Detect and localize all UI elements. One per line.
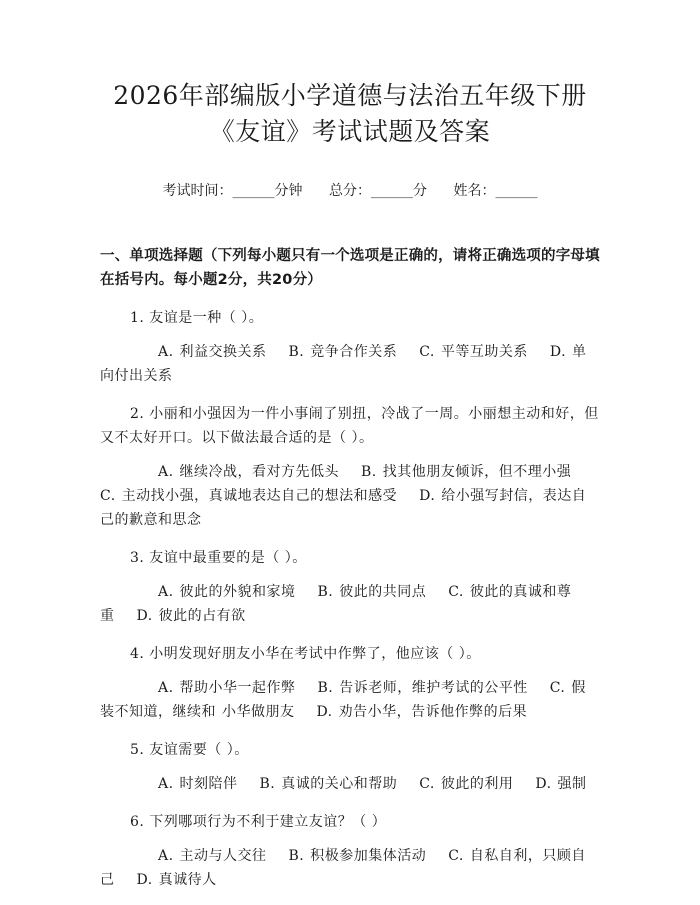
question-stem: 2. 小丽和小强因为一件小事闹了别扭，冷战了一周。小丽想主动和好，但又不太好开口。以下做法最合适的是（ ）。 xyxy=(100,406,599,446)
option-d: D. 劝告小华，告诉他作弊的后果 xyxy=(316,704,528,720)
option-a: A. 主动与人交往 xyxy=(158,848,267,864)
question-item xyxy=(100,306,600,388)
question-item xyxy=(100,402,600,532)
option-c: C. 主动找小强，真诚地表达自己的想法和感受 xyxy=(100,488,398,504)
section-heading: 一、单项选择题（下列每小题只有一个选项是正确的，请将正确选项的字母填在括号内。每小题2分，共20分） xyxy=(100,248,600,288)
option-d: D. 彼此的占有欲 xyxy=(136,608,246,624)
option-a: A. 帮助小华一起作弊 xyxy=(158,680,296,696)
option-a: A. 利益交换关系 xyxy=(158,344,267,360)
option-d: D. 真诚待人 xyxy=(136,872,217,888)
option-c: C. 自私自利，只顾自己 xyxy=(100,848,586,888)
option-c: C. 平等互助关系 xyxy=(419,344,528,360)
exam-meta xyxy=(100,180,600,200)
option-b: B. 彼此的共同点 xyxy=(317,584,427,600)
option-c: C. 彼此的真诚和尊重 xyxy=(100,584,572,624)
question-options xyxy=(100,460,600,532)
question-item xyxy=(100,546,600,628)
total-score: 总分：______分 xyxy=(329,183,427,199)
exam-time: 考试时间：______分钟 xyxy=(162,183,303,199)
page-title-line1: 2026年部编版小学道德与法治五年级下册 xyxy=(113,81,587,110)
question-item xyxy=(100,738,600,796)
option-c: C. 假装不知道，继续和 小华做朋友 xyxy=(100,680,586,720)
option-d: D. 强制 xyxy=(535,776,587,792)
question-options xyxy=(100,844,600,892)
option-b: B. 真诚的关心和帮助 xyxy=(259,776,398,792)
option-b: B. 找其他朋友倾诉，但不理小强 xyxy=(361,464,572,480)
question-item xyxy=(100,642,600,724)
question-stem: 1. 友谊是一种（ ）。 xyxy=(130,310,264,326)
question-stem: 3. 友谊中最重要的是（ ）。 xyxy=(130,550,307,566)
option-a: A. 时刻陪伴 xyxy=(158,776,238,792)
question-item xyxy=(100,810,600,892)
question-stem: 4. 小明发现好朋友小华在考试中作弊了，他应该（ ）。 xyxy=(130,646,481,662)
option-b: B. 告诉老师，维护考试的公平性 xyxy=(317,680,528,696)
question-options xyxy=(100,580,600,628)
option-d: D. 给小强写封信，表达自己的歉意和思念 xyxy=(100,488,587,528)
option-c: C. 彼此的利用 xyxy=(419,776,514,792)
option-d: D. 单向付出关系 xyxy=(100,344,587,384)
question-stem: 5. 友谊需要（ ）。 xyxy=(130,742,249,758)
option-a: A. 彼此的外貌和家境 xyxy=(158,584,296,600)
option-b: B. 积极参加集体活动 xyxy=(288,848,427,864)
option-a: A. 继续冷战，看对方先低头 xyxy=(158,464,340,480)
page-title-line2: 《友谊》考试试题及答案 xyxy=(209,117,491,146)
option-b: B. 竞争合作关系 xyxy=(288,344,398,360)
question-options xyxy=(100,340,600,388)
question-options xyxy=(100,676,600,724)
question-stem: 6. 下列哪项行为不利于建立友谊？（ ） xyxy=(130,814,387,830)
student-name: 姓名：______ xyxy=(453,183,538,199)
question-options xyxy=(100,772,600,796)
